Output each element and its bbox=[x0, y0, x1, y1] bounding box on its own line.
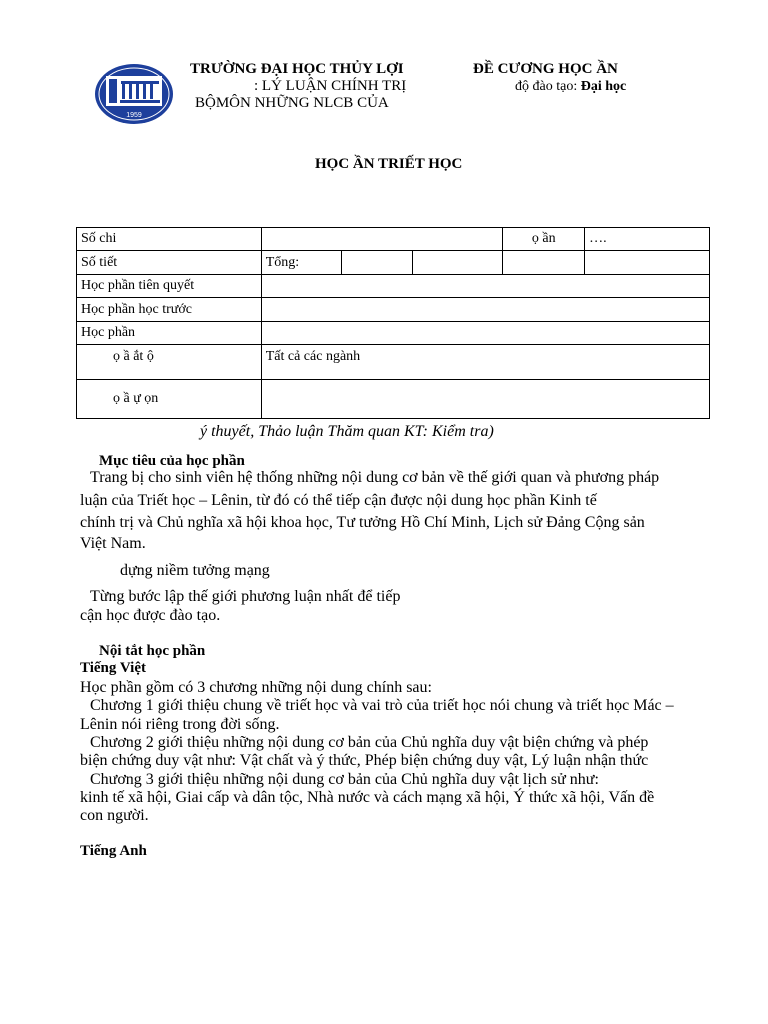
periods-cell bbox=[341, 251, 413, 275]
vietnamese-subheading: Tiếng Việt bbox=[80, 660, 146, 676]
summary-text-line: biện chứng duy vật như: Vật chất và ý thức, Phép biện chứng duy vật, Lý luận nhận thức bbox=[80, 752, 649, 769]
table-row bbox=[77, 228, 710, 251]
table-row bbox=[77, 298, 710, 322]
training-level-value: Đại học bbox=[580, 79, 627, 94]
periods-total: Tổng: bbox=[261, 251, 341, 275]
required-course-value: Tất cả các ngành bbox=[261, 345, 709, 380]
previous-course-label: Học phần học trước bbox=[77, 298, 262, 322]
course-title: HỌC ẦN TRIẾT HỌC bbox=[315, 156, 463, 172]
summary-text-line: Chương 3 giới thiệu những nội dung cơ bản của Chủ nghĩa duy vật lịch sử như: bbox=[90, 771, 599, 788]
semester-value: …. bbox=[585, 228, 710, 251]
period-legend: ý thuyết, Thảo luận Thăm quan KT: Kiểm tra) bbox=[200, 423, 494, 440]
summary-text-line: con người. bbox=[80, 807, 149, 824]
elective-course-value bbox=[261, 380, 709, 419]
summary-text-line: Lênin nói riêng trong đời sống. bbox=[80, 716, 280, 733]
logo-year: 1959 bbox=[126, 112, 142, 119]
previous-course-value bbox=[261, 298, 709, 322]
english-subheading: Tiếng Anh bbox=[80, 843, 147, 859]
periods-label: Số tiết bbox=[77, 251, 262, 275]
summary-text-line: Chương 1 giới thiệu chung về triết học và vai trò của triết học nói chung và triết học Mác – bbox=[90, 697, 674, 714]
required-course-label: ọ ầ ắt ộ bbox=[77, 345, 262, 380]
objectives-text-line: Trang bị cho sinh viên hệ thống những nội dung cơ bản về thế giới quan và phương pháp bbox=[90, 469, 660, 486]
university-logo bbox=[94, 63, 174, 125]
objectives-text-line: chính trị và Chủ nghĩa xã hội khoa học, Tư tưởng Hồ Chí Minh, Lịch sử Đảng Cộng sản bbox=[80, 514, 645, 531]
objectives-text-line: cận học được đào tạo. bbox=[80, 607, 221, 624]
summary-heading: Nội tắt học phần bbox=[99, 643, 206, 659]
objectives-text-line: Việt Nam. bbox=[80, 535, 146, 552]
table-row bbox=[77, 380, 710, 419]
prerequisite-value bbox=[261, 275, 709, 298]
summary-text-line: Học phần gồm có 3 chương những nội dung chính sau: bbox=[80, 679, 432, 696]
elective-course-label: ọ ầ ự ọn bbox=[77, 380, 262, 419]
periods-cell bbox=[413, 251, 503, 275]
objectives-text-line: dựng niềm tưởng mạng bbox=[120, 562, 270, 579]
periods-cell bbox=[585, 251, 710, 275]
table-row bbox=[77, 251, 710, 275]
training-level-label: độ đào tạo: bbox=[515, 79, 578, 94]
semester-label: ọ ần bbox=[503, 228, 585, 251]
objectives-text-line: Từng bước lập thế giới phương luận nhất để tiếp bbox=[90, 588, 401, 605]
periods-cell bbox=[503, 251, 585, 275]
table-row bbox=[77, 345, 710, 380]
document-type: ĐỀ CƯƠNG HỌC ẦN bbox=[473, 61, 618, 77]
summary-text-line: kinh tế xã hội, Giai cấp và dân tộc, Nhà nước và cách mạng xã hội, Ý thức xã hội, Vấn đề bbox=[80, 789, 655, 806]
objectives-text-line: luận của Triết học – Lênin, từ đó có thể tiếp cận được nội dung học phần Kinh tế bbox=[80, 492, 597, 509]
training-level bbox=[515, 79, 626, 95]
faculty-name: : LÝ LUẬN CHÍNH TRỊ bbox=[254, 78, 407, 94]
department-name: BỘMÔN NHỮNG NLCB CỦA bbox=[195, 95, 389, 111]
credits-value bbox=[261, 228, 503, 251]
course-label: Học phần bbox=[77, 322, 262, 345]
credits-label: Số chi bbox=[77, 228, 262, 251]
course-value bbox=[261, 322, 709, 345]
summary-text-line: Chương 2 giới thiệu những nội dung cơ bản của Chủ nghĩa duy vật biện chứng và phép bbox=[90, 734, 649, 751]
table-row bbox=[77, 322, 710, 345]
objectives-heading: Mục tiêu của học phần bbox=[99, 453, 245, 469]
university-name: TRƯỜNG ĐẠI HỌC THỦY LỢI bbox=[190, 61, 404, 77]
course-info-table bbox=[76, 227, 710, 419]
table-row bbox=[77, 275, 710, 298]
prerequisite-label: Học phần tiên quyết bbox=[77, 275, 262, 298]
